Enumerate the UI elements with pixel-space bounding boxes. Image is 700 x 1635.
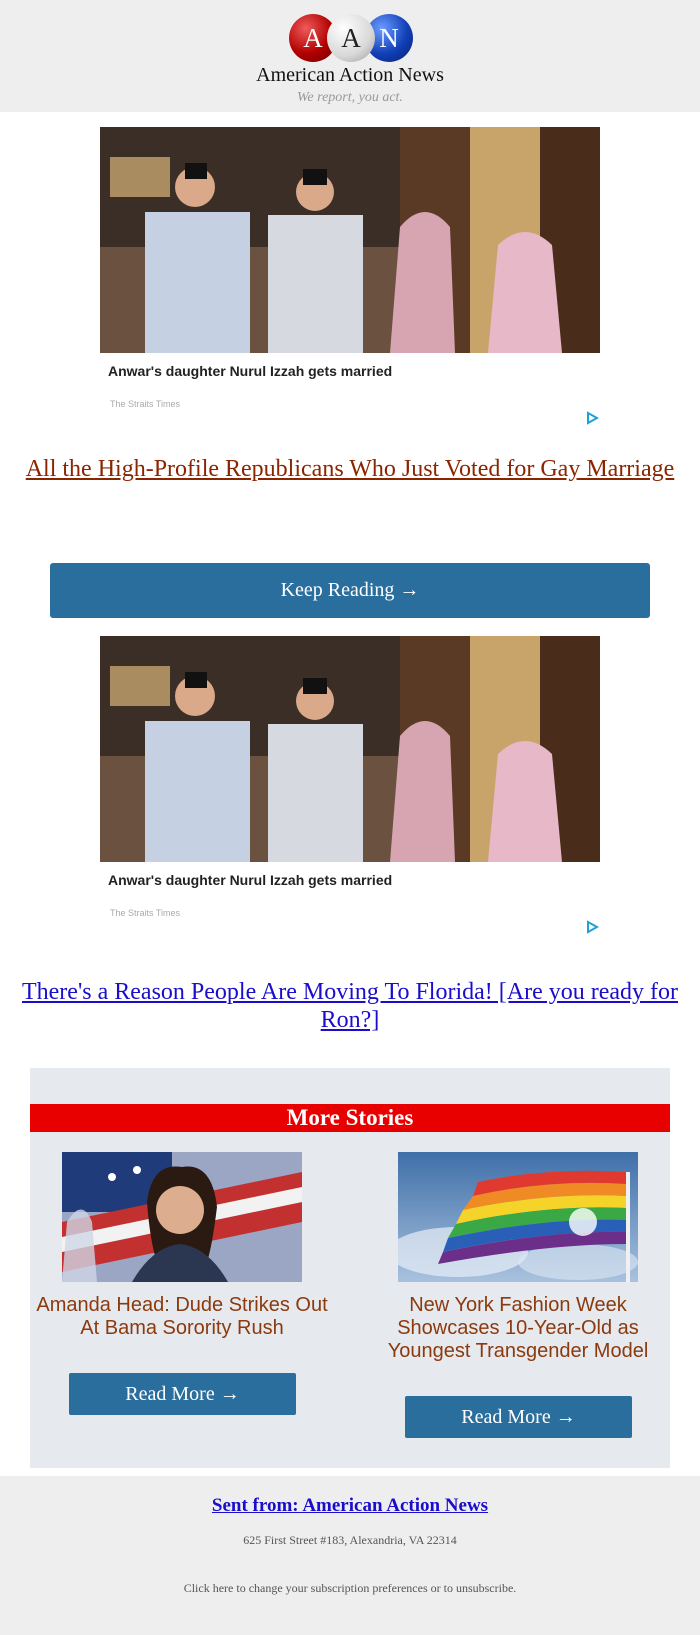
sponsored-ad-2[interactable] [100,636,600,936]
sponsored-ad-1[interactable] [100,127,600,427]
sent-from-link[interactable]: Sent from: American Action News [211,1495,489,1516]
ad-photo[interactable] [100,636,600,862]
promo-link-florida[interactable]: There's a Reason People Are Moving To Florida! [Are you ready for Ron?] [21,979,679,1033]
logo-ball-n: N [365,14,413,62]
story-1-thumbnail[interactable] [62,1152,302,1282]
story-2-title[interactable]: New York Fashion Week Showcases 10-Year-Old as Youngest Transgender Model [387,1294,649,1362]
unsubscribe-link[interactable]: Click here to change your subscription preferences or to unsubscribe. [183,1581,517,1595]
story-2-thumbnail[interactable] [398,1152,638,1282]
adchoices-icon[interactable] [585,920,599,934]
story-1-title[interactable]: Amanda Head: Dude Strikes Out At Bama Sorority Rush [36,1294,328,1339]
ad-source-logo: The Straits Times [110,908,181,918]
more-stories-heading: More Stories [30,1104,670,1132]
aan-logo[interactable] [289,14,413,64]
tagline: We report, you act. [297,90,403,105]
story-1-read-more-button[interactable]: Read More → [69,1373,296,1415]
adchoices-icon[interactable] [585,411,599,425]
ad-caption[interactable]: Anwar's daughter Nurul Izzah gets married [108,363,393,379]
logo-ball-a: A [289,14,337,62]
ad-source-logo: The Straits Times [110,399,181,409]
article-link-gay-marriage[interactable]: All the High-Profile Republicans Who Just Voted for Gay Marriage [25,456,675,482]
ad-caption[interactable]: Anwar's daughter Nurul Izzah gets married [108,872,393,888]
brand-name: American Action News [256,64,444,86]
logo-ball-a-second: A [327,14,375,62]
ad-photo[interactable] [100,127,600,353]
story-2-read-more-button[interactable]: Read More → [405,1396,632,1438]
footer [0,1476,700,1635]
more-stories-section [30,1068,670,1468]
keep-reading-button[interactable]: Keep Reading → [50,563,650,618]
mailing-address: 625 First Street #183, Alexandria, VA 22314 [243,1533,457,1547]
header [0,0,700,112]
